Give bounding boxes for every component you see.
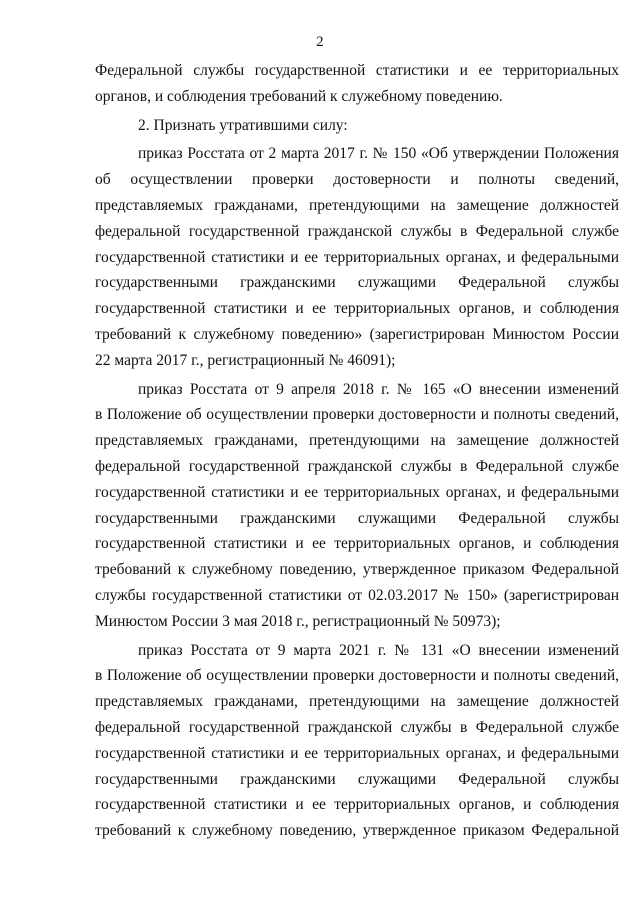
text-line: федеральной государственной гражданской службы в Федеральной службе [95, 222, 619, 240]
paragraph-order-150 [95, 141, 619, 373]
text-line: государственными гражданскими служащими Федеральной службы [95, 770, 619, 788]
text-line: требований к служебному поведению» (зарегистрирован Минюстом России [95, 325, 619, 343]
text-line: требований к служебному поведению, утвержденное приказом Федеральной [95, 561, 619, 579]
text-line: представляемых гражданами, претендующими на замещение должностей [95, 432, 619, 450]
text-line: 22 марта 2017 г., регистрационный № 46091); [95, 351, 396, 369]
paragraph-continuation [95, 58, 619, 110]
text-line: 2. Признать утратившими силу: [138, 116, 348, 134]
text-line: органов, и соблюдения требований к служебному поведению. [95, 87, 503, 105]
text-line: государственными гражданскими служащими Федеральной службы [95, 274, 619, 292]
text-line: Федеральной службы государственной статистики и ее территориальных [95, 62, 619, 79]
text-line: государственной статистики и ее территориальных органов, и соблюдения [95, 796, 619, 814]
text-line: в Положение об осуществлении проверки достоверности и полноты сведений, [95, 406, 619, 424]
text-line: в Положение об осуществлении проверки достоверности и полноты сведений, [95, 667, 619, 685]
page-number: 2 [316, 34, 324, 50]
document-body [95, 58, 619, 844]
paragraph-order-165 [95, 377, 619, 635]
text-line: об осуществлении проверки достоверности и полноты сведений, [95, 171, 619, 189]
text-line: федеральной государственной гражданской службы в Федеральной службе [95, 718, 619, 736]
text-line: приказ Росстата от 2 марта 2017 г. № 150 «Об утверждении Положения [138, 145, 619, 163]
paragraph-item-2 [95, 113, 619, 139]
text-line: государственными гражданскими служащими Федеральной службы [95, 509, 619, 527]
text-line: требований к служебному поведению, утвержденное приказом Федеральной [95, 822, 619, 840]
text-line: государственной статистики и ее территориальных органов, и соблюдения [95, 300, 619, 318]
text-line: федеральной государственной гражданской службы в Федеральной службе [95, 457, 619, 475]
text-line: государственной статистики и ее территориальных органах, и федеральными [95, 248, 619, 266]
text-line: приказ Росстата от 9 марта 2021 г. № 131 «О внесении изменений [138, 641, 619, 659]
text-line: службы государственной статистики от 02.03.2017 № 150» (зарегистрирован [95, 586, 619, 604]
text-line: представляемых гражданами, претендующими на замещение должностей [95, 196, 619, 214]
text-line: государственной статистики и ее территориальных органах, и федеральными [95, 483, 619, 501]
text-line: Минюстом России 3 мая 2018 г., регистрационный № 50973); [95, 612, 501, 630]
text-line: представляемых гражданами, претендующими на замещение должностей [95, 693, 619, 711]
paragraph-order-131 [95, 638, 619, 844]
text-line: государственной статистики и ее территориальных органах, и федеральными [95, 744, 619, 762]
text-line: приказ Росстата от 9 апреля 2018 г. № 165 «О внесении изменений [138, 380, 619, 398]
text-line: государственной статистики и ее территориальных органов, и соблюдения [95, 535, 619, 553]
